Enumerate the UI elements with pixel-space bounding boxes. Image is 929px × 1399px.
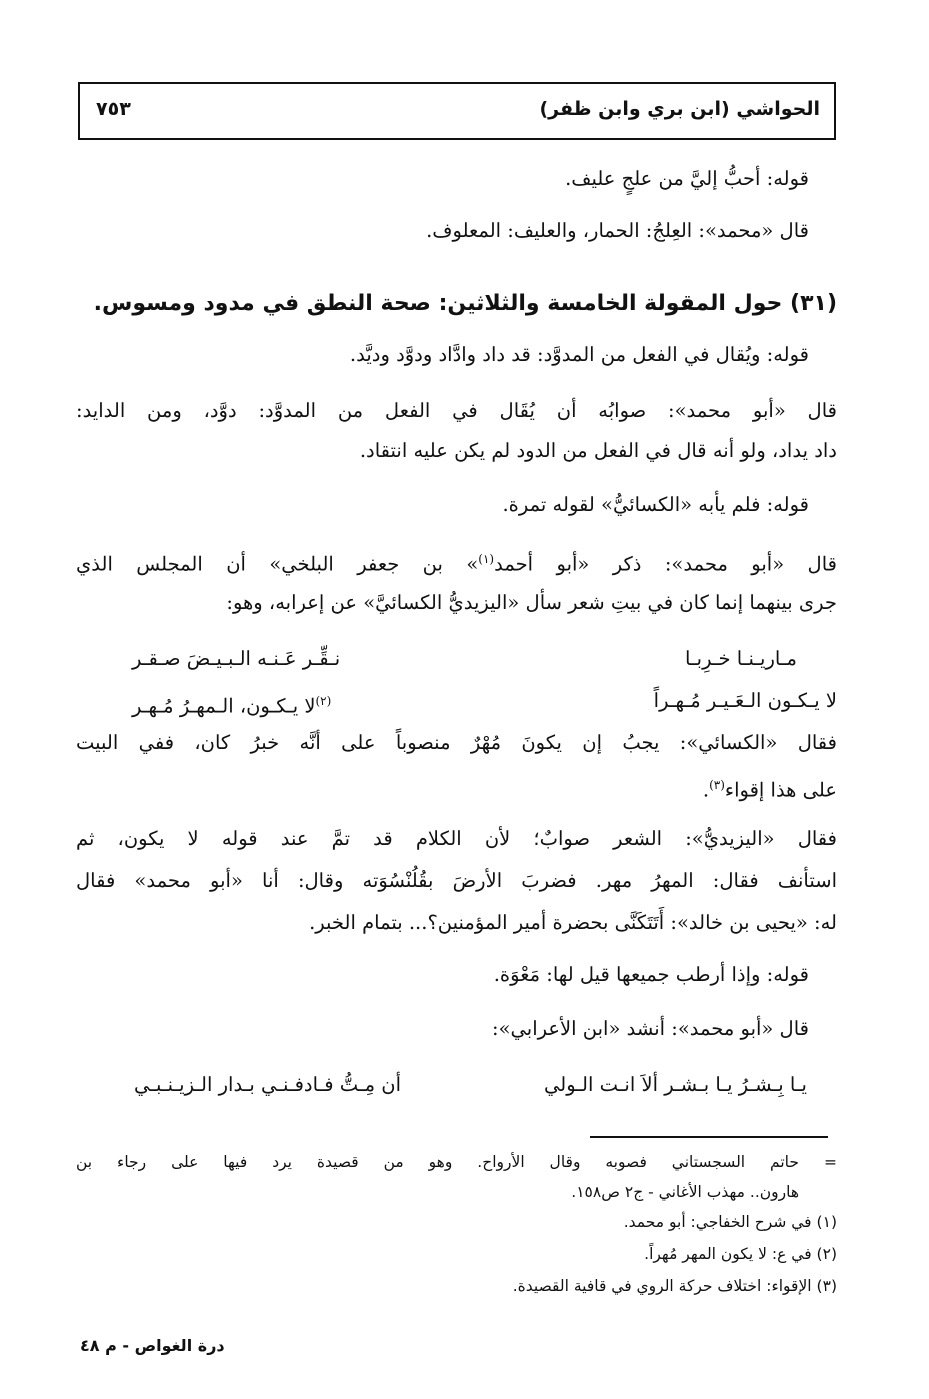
text-line: قال «محمد»: العِلجُ: الحمار، والعليف: المعلوف.	[426, 219, 809, 242]
text-line: استأنف فقال: المهرُ مهر. فضربَ الأرضَ بقُلُنْسُوَته وقال: أنا «أبو محمد» فقال	[76, 869, 837, 892]
footnote-3	[513, 1274, 837, 1298]
text-line	[76, 544, 837, 580]
verse-hemistich: نـقِّـر عَـنـه الـبـيـضَ صـقـر	[132, 647, 341, 670]
footnote-number: (٢)	[816, 1245, 837, 1263]
text-line: قوله: ويُقال في الفعل من المدوَّد: قد داد وادَّاد ودوَّد وديَّد.	[349, 343, 809, 366]
running-title: الحواشي (ابن بري وابن ظفر)	[539, 98, 820, 120]
footnote-text: في ع: لا يكون المهر مُهراً.	[644, 1245, 812, 1263]
section-heading: (٣١) حول المقولة الخامسة والثلاثين: صحة النطق في مدود ومسوس.	[93, 291, 837, 316]
text-line: فقال «اليزيديُّ»: الشعر صوابٌ؛ لأن الكلام قد تمَّ عند قوله لا يكون، ثم	[76, 827, 837, 850]
text-line: له: «يحيى بن خالد»: أَتَتَكَنَّى بحضرة أمير المؤمنين؟... بتمام الخبر.	[309, 911, 837, 934]
text-line: فقال «الكسائي»: يجبُ إن يكونَ مُهْرٌ منصوباً على أنَّه خبرُ كان، ففي البيت	[76, 731, 837, 754]
printer-signature: درة الغواص - م ٤٨	[80, 1336, 225, 1355]
footnote-text: في شرح الخفاجي: أبو محمد.	[623, 1213, 812, 1231]
footnote-text: الإقواء: اختلاف حركة الروي في قافية القصيدة.	[512, 1277, 812, 1295]
footnote-ref-3: (٣)	[709, 778, 725, 792]
footnote-ref-2: (٢)	[315, 694, 332, 708]
text-run: لا يـكـون، الـمهـرُ مُـهـر	[132, 694, 316, 718]
verse-hemistich: يـا بِـشـرُ يـا بـشـر ألاَ انـت الـولي	[544, 1073, 807, 1096]
text-run: قال «أبو محمد»: ذكر «أبو أحمد	[494, 552, 837, 576]
text-line: جرى بينهما إنما كان في بيتِ شعر سأل «اليزيديُّ الكسائيَّ» عن إعرابه، وهو:	[226, 591, 837, 614]
footnote-1	[624, 1210, 837, 1234]
text-line	[703, 770, 837, 806]
text-line: داد يداد، ولو أنه قال في الفعل من الدود لم يكن عليه انتقاد.	[359, 439, 837, 462]
footnote-number: (١)	[816, 1213, 837, 1231]
footnote-continuation-mark: =	[824, 1153, 837, 1171]
verse-hemistich: أن مِـتُّ فـادفـنـي بـدار الـزيـنـبـي	[134, 1073, 402, 1096]
text-line: قال «أبو محمد»: صوابُه أن يُقَال في الفعل من المدوَّد: دوَّد، ومن الدايد:	[76, 399, 837, 422]
text-run: على هذا إقواء	[724, 778, 837, 802]
text-line: قال «أبو محمد»: أنشد «ابن الأعرابي»:	[492, 1017, 809, 1040]
text-run: » بن جعفر البلخي» أن المجلس الذي	[76, 552, 479, 576]
verse-hemistich: لا يـكـون الـعَـيـر مُـهـراً	[653, 689, 837, 712]
verse-hemistich	[132, 686, 331, 722]
footnote-2	[644, 1242, 837, 1266]
page-number: ٧٥٣	[96, 98, 131, 120]
footnote-separator	[590, 1136, 828, 1138]
text-line: قوله: فلم يأبه «الكسائيُّ» لقوله تمرة.	[502, 493, 809, 516]
footnote-number: (٣)	[816, 1277, 837, 1295]
text-line: قوله: وإذا أرطب جميعها قيل لها: مَعْوَة.	[493, 963, 809, 986]
footnote-ref-1: (١)	[478, 552, 495, 566]
page-header	[78, 82, 836, 140]
verse-hemistich: مـاريـنـا خـرِبـا	[684, 647, 797, 670]
footnote-continuation: هارون.. مهذب الأغاني - ج٢ ص١٥٨.	[571, 1183, 799, 1201]
text-run: .	[702, 778, 710, 802]
footnote-continuation: حاتم السجستاني فصوبه وقال الأرواح. وهو من قصيدة يرد فيها على رجاء بن	[76, 1153, 799, 1171]
text-line: قوله: أحبُّ إليَّ من علجٍ عليف.	[565, 167, 809, 190]
